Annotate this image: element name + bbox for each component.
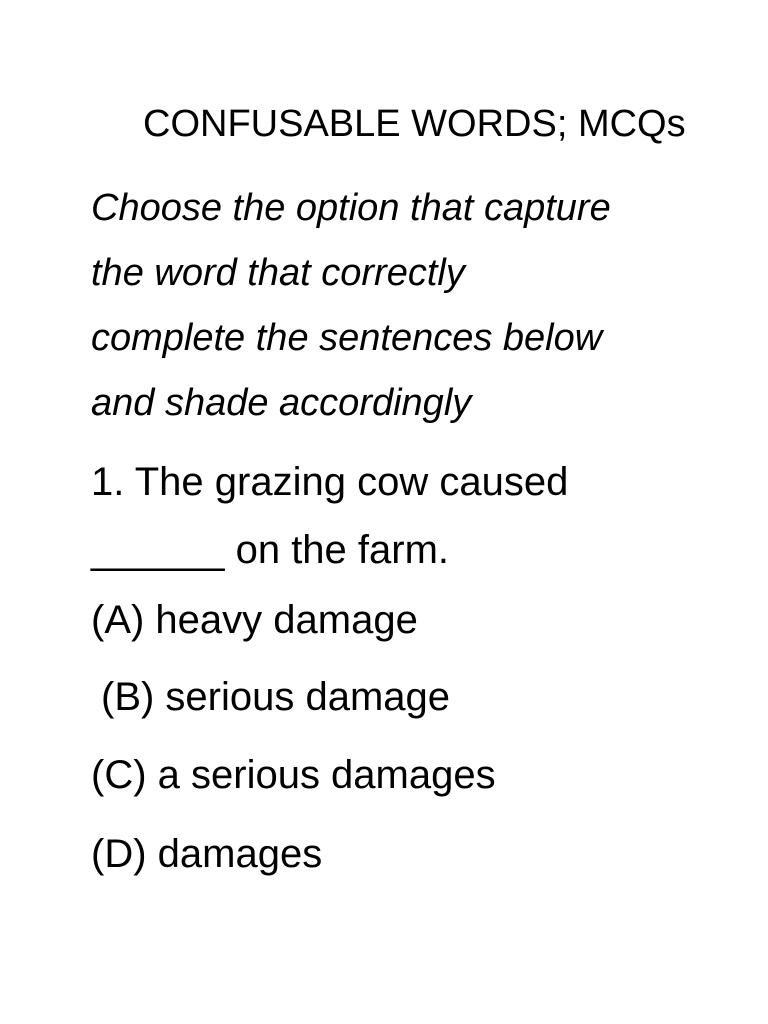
instruction-text [91,176,731,436]
instruction-line: the word that correctly [91,252,465,294]
option-c: (C) a serious damages [91,753,496,797]
question-stem [91,448,731,584]
instruction-line: complete the sentences below [91,317,603,359]
instruction-line: and shade accordingly [91,382,472,424]
option-b: (B) serious damage [101,675,451,719]
instruction-line: Choose the option that capture [91,187,611,229]
question-line: ______ on the farm. [91,528,450,572]
option-d: (D) damages [91,832,323,876]
option-a: (A) heavy damage [91,598,418,642]
document-title: CONFUSABLE WORDS; MCQs [143,103,686,145]
question-line: 1. The grazing cow caused [91,460,569,504]
